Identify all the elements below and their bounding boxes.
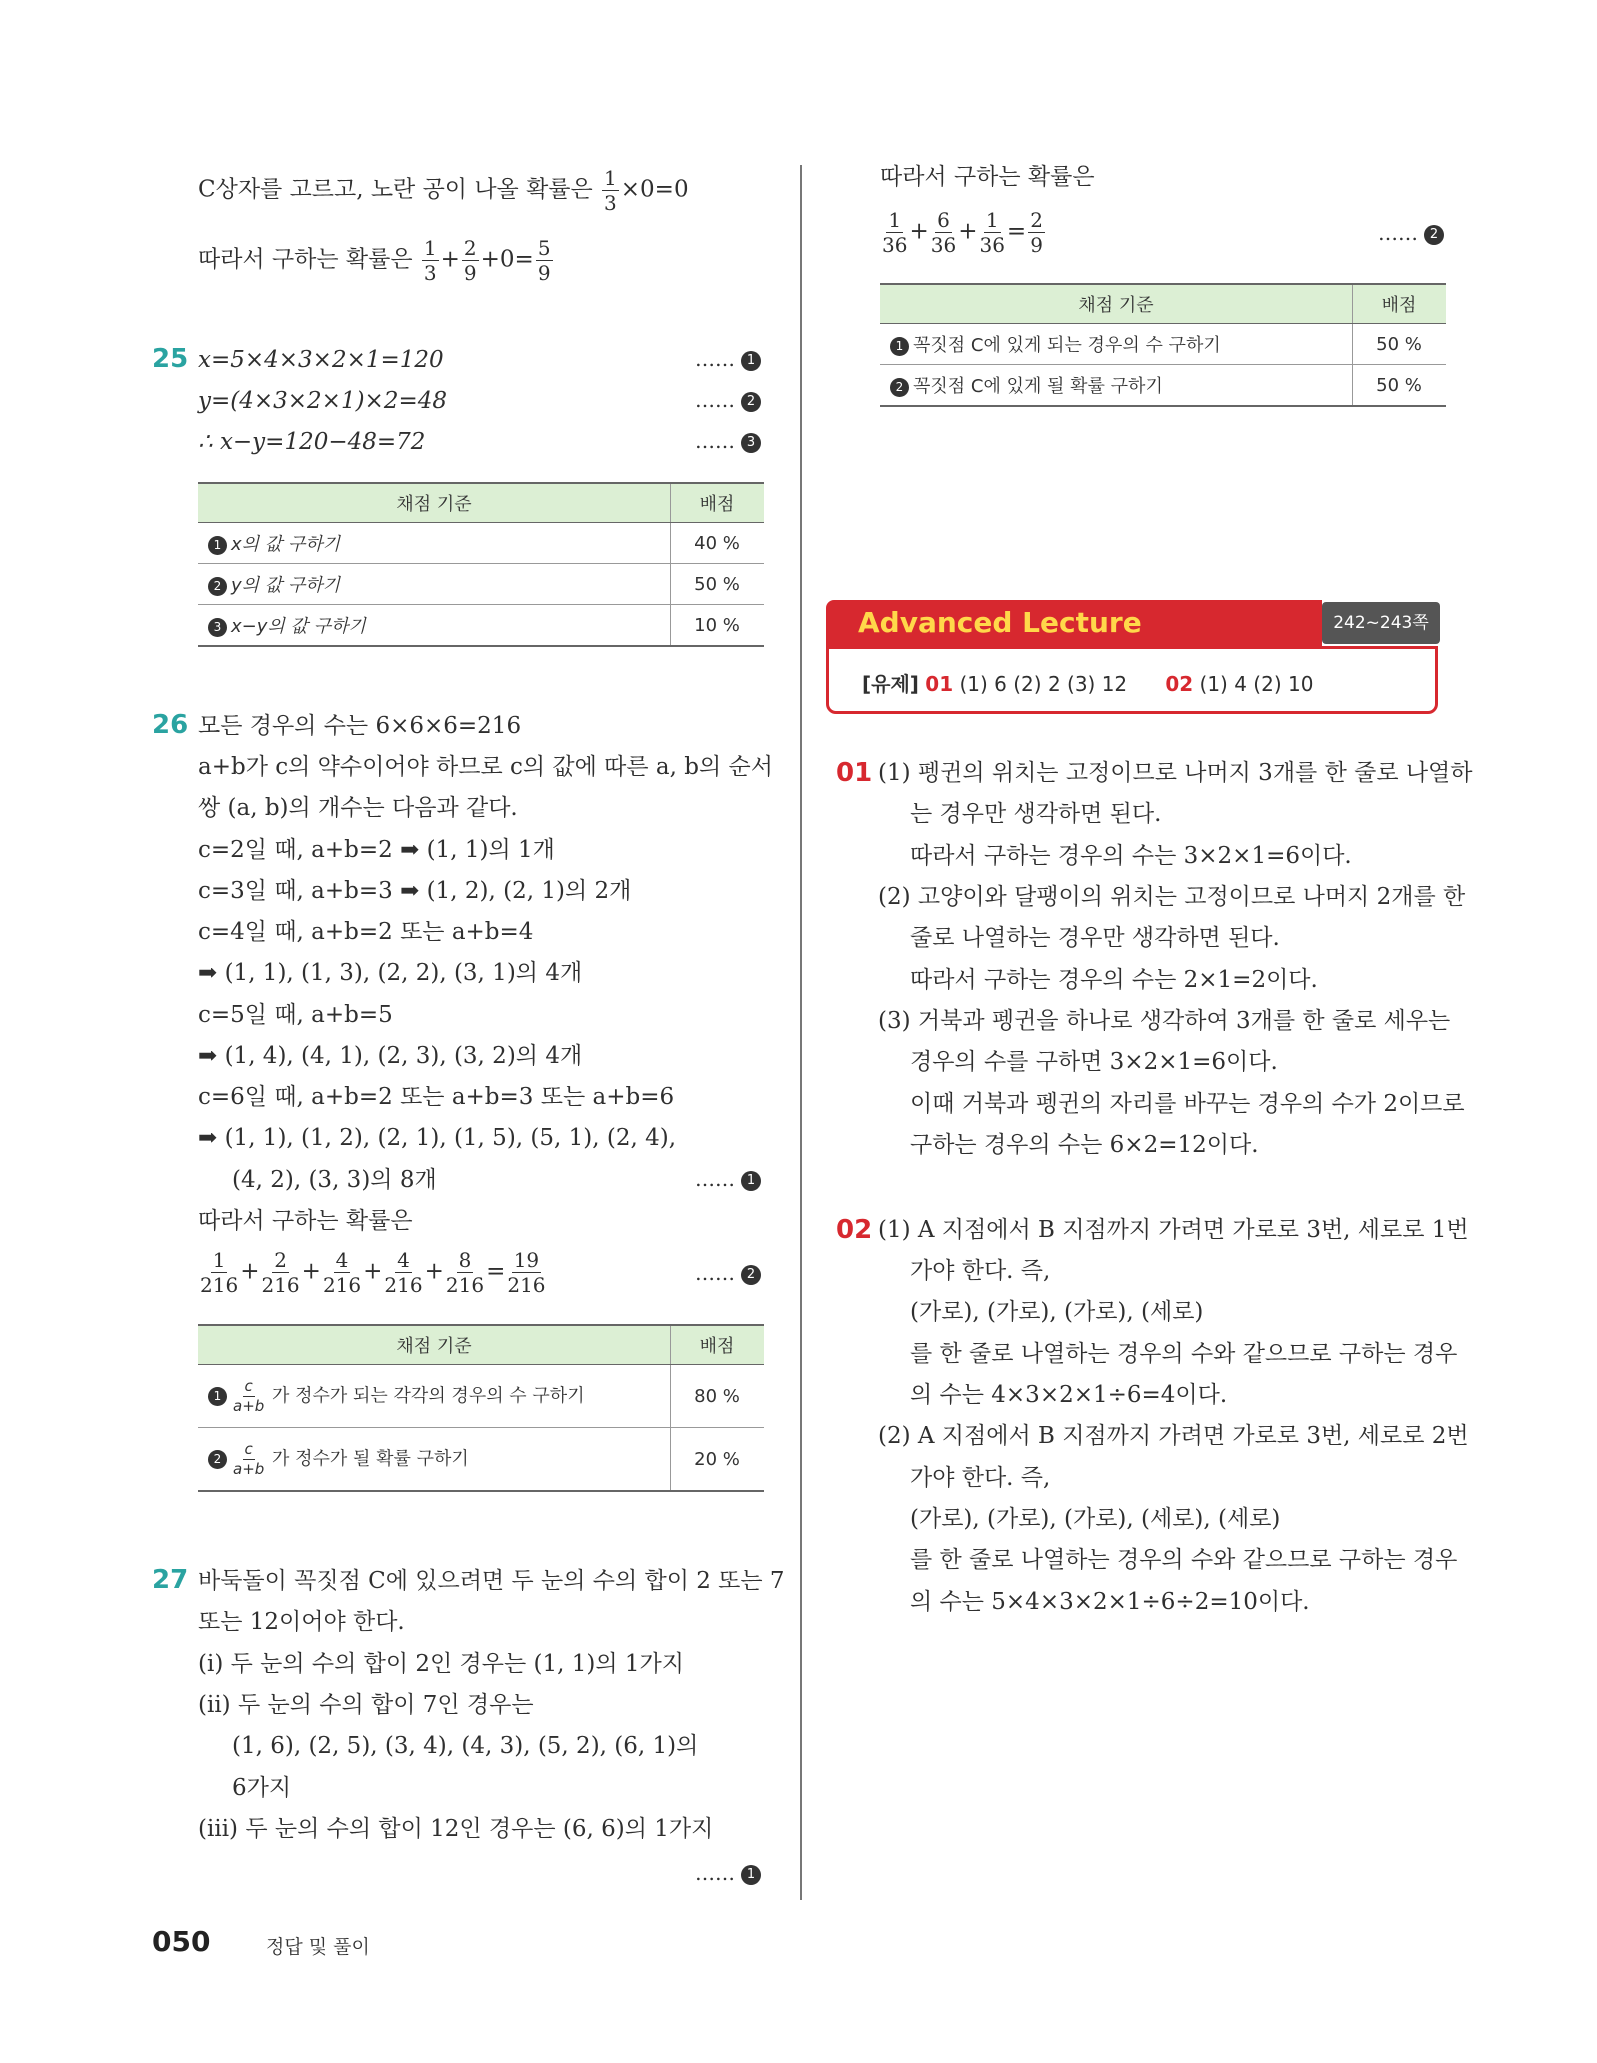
right-top-line: 따라서 구하는 확률은 bbox=[880, 164, 1095, 190]
table-row: 2 $\frac{c}{a+b}$ 가 정수가 될 확률 구하기 20 % bbox=[198, 1428, 764, 1492]
q26-line: c=3일 때, a+b=3 ➡ (1, 2), (2, 1)의 2개 bbox=[198, 878, 632, 904]
s01-line: 는 경우만 생각하면 된다. bbox=[910, 801, 1162, 827]
grading-table-26: 채점 기준 배점 1 $\frac{c}{a+b}$ 가 정수가 되는 각각의 경우의 수 구하기 80 % 2 $\frac{c}{a+b}$ 가 정수가 될 확률 구하기 20 % bbox=[198, 1324, 764, 1492]
fraction: $\frac{1}{3}$ bbox=[604, 166, 617, 215]
q26-line: (4, 2), (3, 3)의 8개 bbox=[232, 1167, 437, 1193]
s02-line: 를 한 줄로 나열하는 경우의 수와 같으므로 구하는 경우 bbox=[910, 1341, 1458, 1367]
question-number-26: 26 bbox=[152, 710, 189, 740]
step-marker-2: …… 2 bbox=[695, 385, 761, 415]
right-probability-expression: $\frac{1}{36}$ + $\frac{6}{36}$ + $\frac{1}{36}$ = $\frac{2}{9}$ bbox=[882, 208, 1043, 257]
table-row: 1 x의 값 구하기 40 % bbox=[198, 523, 764, 564]
q26-line: c=5일 때, a+b=5 bbox=[198, 1002, 393, 1028]
s01-line: (1) 펭귄의 위치는 고정이므로 나머지 3개를 한 줄로 나열하 bbox=[878, 760, 1473, 786]
q25-line-3: ∴ x−y=120−48=72 bbox=[198, 429, 426, 455]
step-marker-1: …… 1 bbox=[695, 1164, 761, 1194]
q27-line: 또는 12이어야 한다. bbox=[198, 1609, 405, 1635]
s02-line: 가야 한다. 즉, bbox=[910, 1258, 1051, 1284]
q26-line: c=2일 때, a+b=2 ➡ (1, 1)의 1개 bbox=[198, 837, 555, 863]
s01-line: 이때 거북과 펭귄의 자리를 바꾸는 경우의 수가 2이므로 bbox=[910, 1091, 1465, 1117]
q26-line: 쌍 (a, b)의 개수는 다음과 같다. bbox=[198, 795, 518, 821]
q27-line: 바둑돌이 꼭짓점 C에 있으려면 두 눈의 수의 합이 2 또는 7 bbox=[198, 1568, 785, 1594]
s01-line: 따라서 구하는 경우의 수는 3×2×1=6이다. bbox=[910, 843, 1352, 869]
s01-line: 구하는 경우의 수는 6×2=12이다. bbox=[910, 1132, 1259, 1158]
grading-table-25 bbox=[198, 482, 764, 647]
s01-line: (3) 거북과 펭귄을 하나로 생각하여 3개를 한 줄로 세우는 bbox=[878, 1008, 1451, 1034]
q26-line: ➡ (1, 1), (1, 3), (2, 2), (3, 1)의 4개 bbox=[198, 960, 583, 986]
s02-line: 의 수는 5×4×3×2×1÷6÷2=10이다. bbox=[910, 1589, 1310, 1615]
q27-line: (1, 6), (2, 5), (3, 4), (4, 3), (5, 2), (6, 1)의 bbox=[232, 1733, 699, 1759]
q25-line-2: y=(4×3×2×1)×2=48 bbox=[198, 388, 448, 414]
q27-line: (ⅱ) 두 눈의 수의 합이 7인 경우는 bbox=[198, 1692, 534, 1718]
question-number-27: 27 bbox=[152, 1565, 189, 1595]
q26-line: ➡ (1, 1), (1, 2), (2, 1), (1, 5), (5, 1), (2, 4), bbox=[198, 1125, 677, 1151]
solution-number-01: 01 bbox=[836, 758, 873, 788]
s01-line: 줄로 나열하는 경우만 생각하면 된다. bbox=[910, 925, 1280, 951]
grading-table-24: 채점 기준 배점 1 꼭짓점 C에 있게 되는 경우의 수 구하기 50 % 2 꼭짓점 C에 있게 될 확률 구하기 50 % bbox=[880, 283, 1446, 407]
step-marker-2: …… 2 bbox=[1378, 218, 1444, 248]
intro-line-1: C상자를 고르고, 노란 공이 나올 확률은 $\frac{1}{3}$ ×0=0 bbox=[198, 166, 689, 215]
intro-line-2: 따라서 구하는 확률은 $\frac{1}{3}$ + $\frac{2}{9}$ +0= $\frac{5}{9}$ bbox=[198, 236, 551, 285]
s01-line: (2) 고양이와 달팽이의 위치는 고정이므로 나머지 2개를 한 bbox=[878, 884, 1466, 910]
table-header-criteria: 채점 기준 bbox=[198, 483, 671, 523]
table-row: 1 $\frac{c}{a+b}$ 가 정수가 되는 각각의 경우의 수 구하기 80 % bbox=[198, 1365, 764, 1428]
s01-line: 경우의 수를 구하면 3×2×1=6이다. bbox=[910, 1049, 1278, 1075]
q26-line: 모든 경우의 수는 6×6×6=216 bbox=[198, 713, 522, 739]
advanced-lecture-title: Advanced Lecture bbox=[858, 606, 1142, 639]
step-marker-3: …… 3 bbox=[695, 426, 761, 456]
table-row: 3 x−y의 값 구하기 10 % bbox=[198, 605, 764, 647]
s02-line: 가야 한다. 즉, bbox=[910, 1465, 1051, 1491]
table-row: 1 꼭짓점 C에 있게 되는 경우의 수 구하기 50 % bbox=[880, 324, 1446, 365]
s02-line: 를 한 줄로 나열하는 경우의 수와 같으므로 구하는 경우 bbox=[910, 1547, 1458, 1573]
q26-probability-expression: $\frac{1}{216}$ + $\frac{2}{216}$ + $\frac{4}{216}$ + $\frac{4}{216}$ + $\frac{8}{216}$ = $\frac{19}{216}$ bbox=[200, 1248, 546, 1297]
q26-line: 따라서 구하는 확률은 bbox=[198, 1208, 413, 1234]
table-row: 2 y의 값 구하기 50 % bbox=[198, 564, 764, 605]
q26-line: ➡ (1, 4), (4, 1), (2, 3), (3, 2)의 4개 bbox=[198, 1043, 583, 1069]
question-number-25: 25 bbox=[152, 344, 189, 374]
step-marker-1: …… 1 bbox=[695, 344, 761, 374]
q27-line: 6가지 bbox=[232, 1775, 292, 1801]
s02-line: (가로), (가로), (가로), (세로), (세로) bbox=[910, 1506, 1281, 1532]
q27-line: (ⅰ) 두 눈의 수의 합이 2인 경우는 (1, 1)의 1가지 bbox=[198, 1651, 684, 1677]
table-header-score: 배점 bbox=[671, 483, 765, 523]
q27-line: (ⅲ) 두 눈의 수의 합이 12인 경우는 (6, 6)의 1가지 bbox=[198, 1816, 714, 1842]
step-marker-2: …… 2 bbox=[695, 1258, 761, 1288]
page-number: 050 bbox=[152, 1925, 211, 1958]
advanced-lecture-answers: [유제] 01 (1) 6 (2) 2 (3) 12 02 (1) 4 (2) 10 bbox=[862, 672, 1314, 696]
q26-line: a+b가 c의 약수이어야 하므로 c의 값에 따른 a, b의 순서 bbox=[198, 754, 773, 780]
s02-line: 의 수는 4×3×2×1÷6=4이다. bbox=[910, 1382, 1228, 1408]
s02-line: (가로), (가로), (가로), (세로) bbox=[910, 1299, 1204, 1325]
step-marker-1: …… 1 bbox=[695, 1858, 761, 1888]
q25-line-1: x=5×4×3×2×1=120 bbox=[198, 347, 444, 373]
s02-line: (2) A 지점에서 B 지점까지 가려면 가로로 3번, 세로로 2번 bbox=[878, 1423, 1469, 1449]
s02-line: (1) A 지점에서 B 지점까지 가려면 가로로 3번, 세로로 1번 bbox=[878, 1217, 1469, 1243]
footer-label: 정답 및 풀이 bbox=[266, 1936, 370, 1958]
s01-line: 따라서 구하는 경우의 수는 2×1=2이다. bbox=[910, 967, 1318, 993]
table-row: 2 꼭짓점 C에 있게 될 확률 구하기 50 % bbox=[880, 365, 1446, 407]
column-divider bbox=[800, 165, 802, 1900]
q26-line: c=4일 때, a+b=2 또는 a+b=4 bbox=[198, 919, 534, 945]
solution-number-02: 02 bbox=[836, 1215, 873, 1245]
page-reference-badge: 242~243쪽 bbox=[1322, 602, 1440, 644]
q26-line: c=6일 때, a+b=2 또는 a+b=3 또는 a+b=6 bbox=[198, 1084, 675, 1110]
